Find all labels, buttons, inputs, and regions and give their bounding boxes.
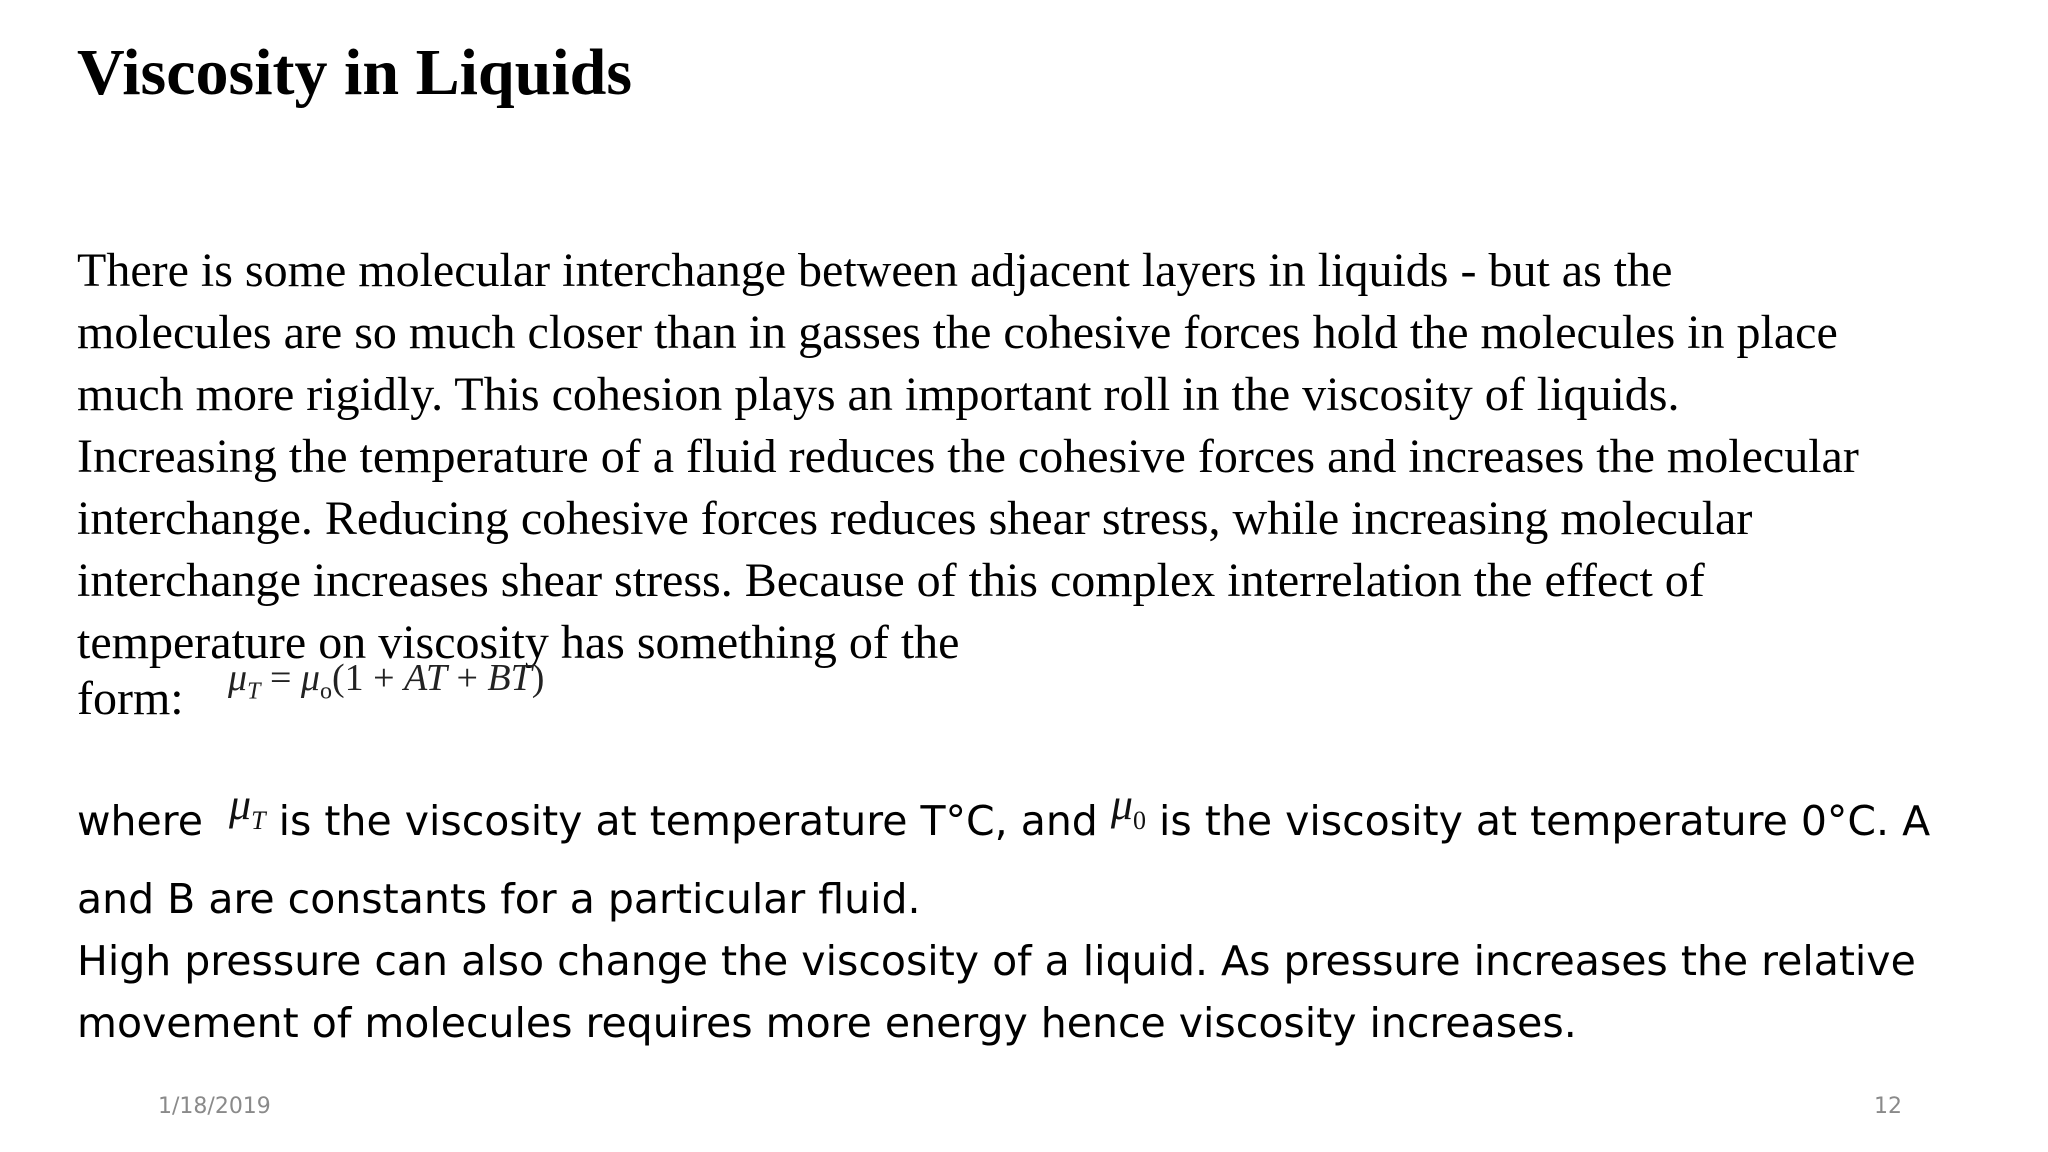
symbol-mu-t — [229, 780, 266, 835]
paragraph-line: movement of molecules requires more energy hence viscosity increases. — [77, 998, 1577, 1047]
paragraph-line: interchange increases shear stress. Because of this complex interrelation the effect of — [77, 554, 1705, 607]
formula-plus: + — [446, 657, 488, 699]
paragraph-line: Increasing the temperature of a fluid reduces the cohesive forces and increases the molecular — [77, 430, 1859, 483]
formula-term-b: BT — [487, 657, 532, 699]
viscosity-formula — [228, 656, 544, 706]
formula-mu-zero: μ — [300, 657, 320, 699]
paragraph-line: molecules are so much closer than in gasses the cohesive forces hold the molecules in place — [77, 306, 1838, 359]
body-paragraph-serif — [77, 240, 2037, 674]
formula-paren-close: ) — [531, 657, 545, 699]
symbol-mu: μ — [1110, 780, 1133, 829]
symbol-sub-t: T — [251, 805, 266, 835]
footer-date: 1/18/2019 — [158, 1094, 271, 1119]
paragraph-text: is the viscosity at temperature T°C, and — [265, 797, 1111, 845]
formula-term-a: AT — [404, 657, 447, 699]
formula-sub-t: T — [247, 678, 261, 705]
paragraph-line: and B are constants for a particular fluid. — [77, 874, 921, 923]
paragraph-text: is the viscosity at temperature 0°C. A — [1145, 797, 1931, 845]
paragraph-line: There is some molecular interchange between adjacent layers in liquids - but as the — [77, 244, 1673, 297]
paragraph-line: temperature on viscosity has something of the — [77, 616, 960, 669]
symbol-sub-zero: 0 — [1132, 805, 1146, 835]
formula-mu: μ — [228, 657, 248, 699]
form-label: form: — [77, 672, 184, 725]
slide-title: Viscosity in Liquids — [77, 36, 633, 109]
formula-sub-zero: o — [319, 678, 332, 705]
symbol-mu-zero — [1110, 780, 1146, 835]
paragraph-line: much more rigidly. This cohesion plays an important roll in the viscosity of liquids. — [77, 368, 1680, 421]
paragraph-line: High pressure can also change the viscosity of a liquid. As pressure increases the relative — [77, 936, 1916, 985]
formula-equals: = — [260, 657, 301, 699]
symbol-mu: μ — [229, 780, 252, 829]
footer-page-number: 12 — [1874, 1094, 1902, 1119]
formula-paren-open: (1 + — [331, 657, 405, 699]
paragraph-line — [77, 780, 2037, 868]
body-paragraph-sans — [77, 780, 2037, 1054]
paragraph-line: interchange. Reducing cohesive forces reduces shear stress, while increasing molecular — [77, 492, 1753, 545]
where-word: where — [77, 797, 203, 845]
